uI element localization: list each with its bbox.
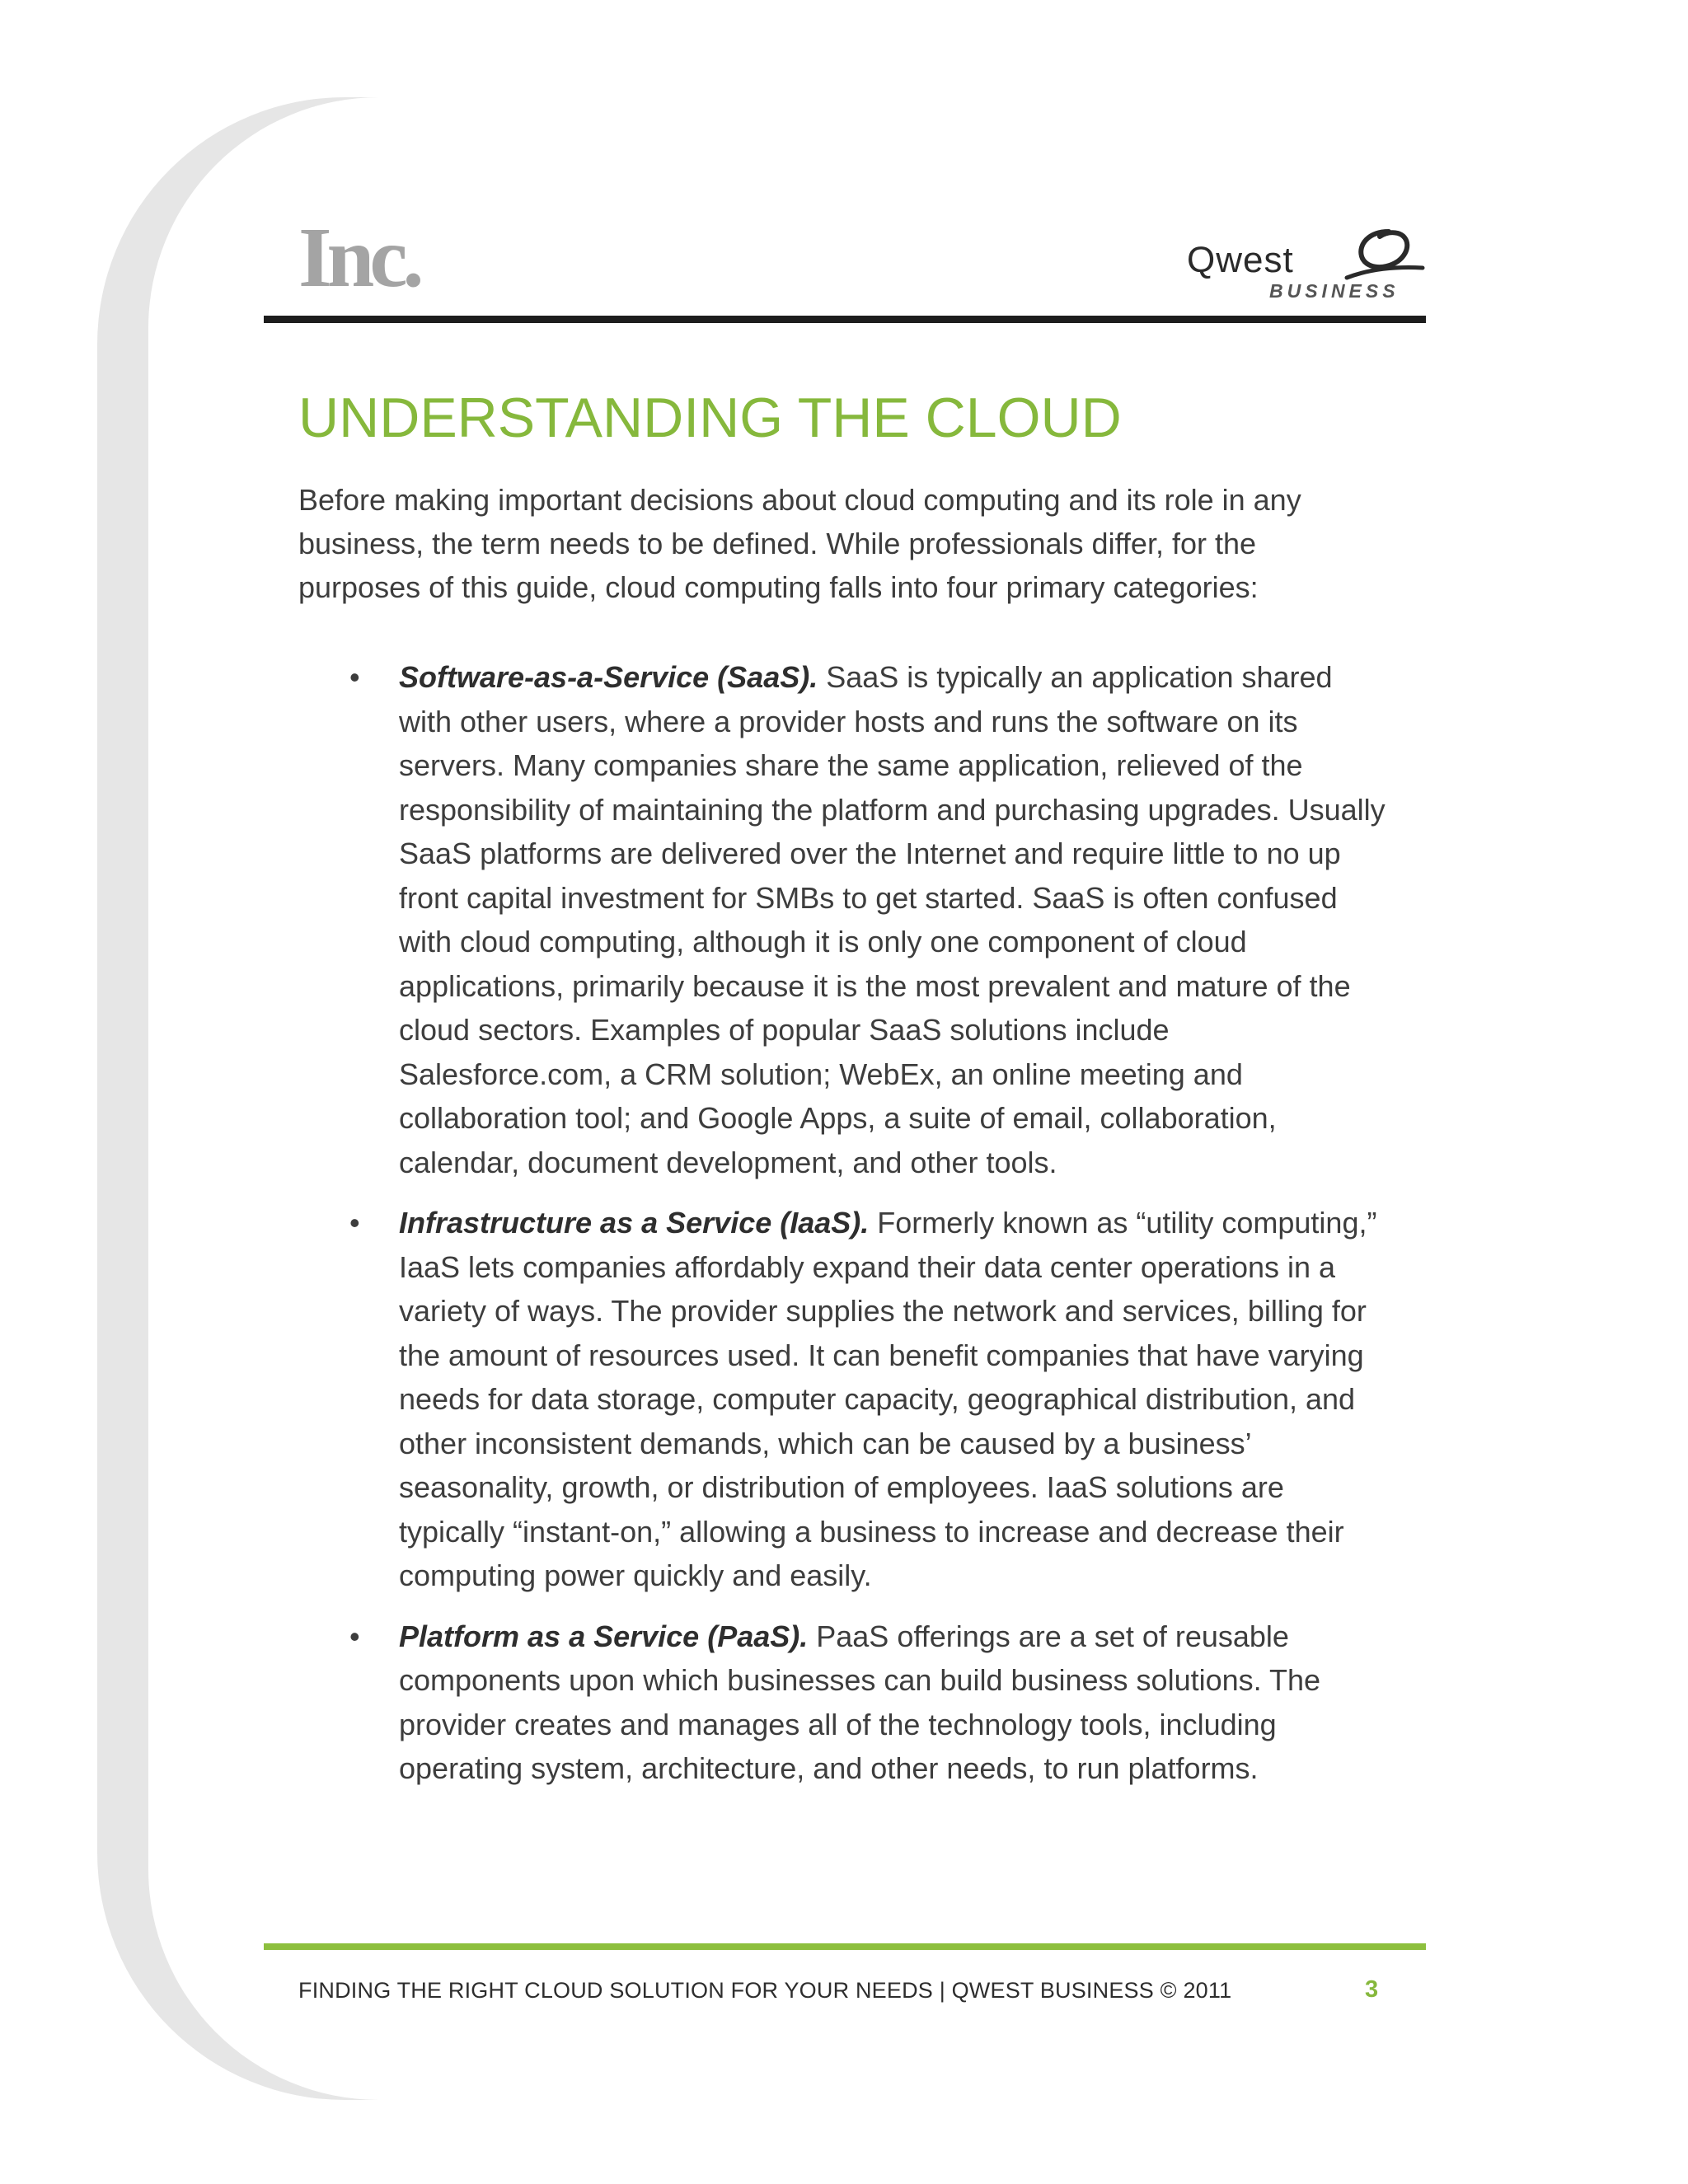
bullet-marker: • (349, 1206, 360, 1240)
qwest-logo-name: Qwest (1187, 240, 1294, 280)
term-paas: Platform as a Service (PaaS). (399, 1619, 809, 1653)
page-title: UNDERSTANDING THE CLOUD (298, 387, 1122, 449)
footer-text: FINDING THE RIGHT CLOUD SOLUTION FOR YOUR NEEDS | QWEST BUSINESS © 2011 (298, 1978, 1232, 2003)
qwest-logo-sub: BUSINESS (1269, 280, 1400, 302)
list-item-iaas (298, 1201, 1386, 1598)
footer-rule (264, 1943, 1426, 1950)
intro-paragraph: Before making important decisions about cloud computing and its role in any business, the term needs to be defined. While professionals differ, for the purposes of this guide, cloud computing falls into four primary categories: (298, 483, 1301, 604)
list-item-paas (298, 1615, 1386, 1791)
term-iaas: Infrastructure as a Service (IaaS). (399, 1206, 870, 1240)
page-number: 3 (1365, 1976, 1379, 2003)
description-iaas: Formerly known as “utility computing,” IaaS lets companies affordably expand their data center operations in a variety of ways. The provider supplies the network and services, billing for the amount of resources used. It can benefit companies that have varying needs for data storage, computer capacity, geographical distribution, and other inconsistent demands, which can be caused by a business’ seasonality, growth, or distribution of employees. IaaS solutions are typically “instant-on,” allowing a business to increase and decrease their computing power quickly and easily. (399, 1206, 1377, 1592)
description-saas: SaaS is typically an application shared with other users, where a provider hosts and runs the software on its servers. Many companies share the same application, relieved of the responsibility of maintaining the platform and purchasing upgrades. Usually SaaS platforms are delivered over the Internet and require little to no up front capital investment for SMBs to get started. SaaS is often confused with cloud computing, although it is only one component of cloud applications, primarily because it is the most prevalent and mature of the cloud sectors. Examples of popular SaaS solutions include Salesforce.com, a CRM solution; WebEx, an online meeting and collaboration tool; and Google Apps, a suite of email, collaboration, calendar, document development, and other tools. (399, 660, 1386, 1179)
page-header (264, 210, 1426, 326)
category-list (298, 655, 1386, 1807)
header-rule (264, 316, 1426, 323)
description-paas: PaaS offerings are a set of reusable components upon which businesses can build business solutions. The provider creates and manages all of the technology tools, including operating system, architecture, and other needs, to run platforms. (399, 1619, 1321, 1785)
bullet-marker: • (349, 660, 360, 694)
qwest-q-icon (1343, 227, 1426, 284)
inc-logo: Inc. (298, 210, 420, 305)
qwest-business-logo (1187, 227, 1426, 309)
list-item-saas (298, 655, 1386, 1184)
bullet-marker: • (349, 1619, 360, 1653)
term-saas: Software-as-a-Service (SaaS). (399, 660, 818, 694)
